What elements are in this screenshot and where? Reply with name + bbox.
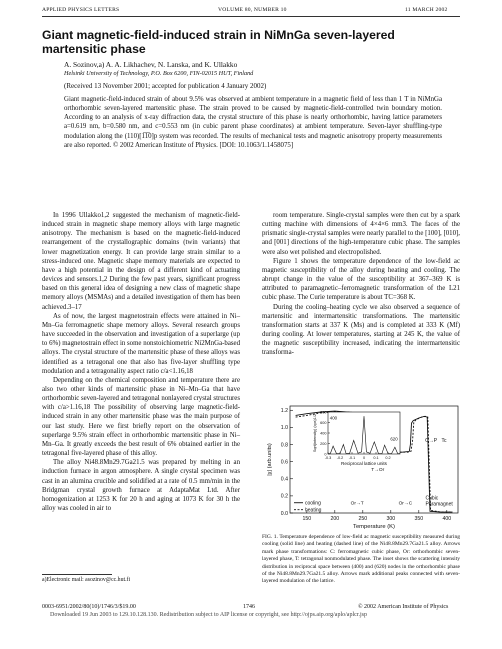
inset-x-axis-label: Reciprocal lattice units (341, 461, 387, 466)
y-tick-label: 0.8 (280, 442, 288, 449)
figure-caption: FIG. 1. Temperature dependence of low-field ac magnetic susceptibility measured during cooling (solid line) and heating (dashed line) of the Ni48.8Mn29.7Ga21.5 alloy. Arrows mark phase transformations: C: ferromagnetic cubic phase, Or: orthorhombic seven-layered phase, T: tetragonal nonmodulated phase. The inset shows the scattering intensity distribution in reciprocal space between (400) and (620) nodes in the orthorhombic phase of the Ni48.8Mn29.7Ga21.5 alloy. Arrows mark additional peaks connected with seven-layered modulation of the lattice. (262, 534, 460, 585)
paragraph: The alloy Ni48.8Mn29.7Ga21.5 was prepared by melting in an induction furnace in argon atmosphere. A single crystal specimen was cast in an alumina crucible and solidified at a rate of 0.5 mm/min in the Bridgman crystal growth furnace at AdaptaMat Ltd. After homogenization at 1253 K for 20 h and aging at 1073 K for 30 h the alloy was cooled in air to (42, 459, 240, 512)
y-tick-label: 0.0 (280, 510, 288, 517)
paragraph: In 1996 Ullakko1,2 suggested the mechanism of magnetic-field-induced strain in magnetic shape memory alloys with large magnetic anisotropy. The mechanism is based on the magnetic-field-induced rearrangement of the crystallographic domains (twin variants) that lower magnetization energy. It can provide large strain similar to a stress-induced one. Magnetic shape memory materials are expected to have a high potential in the design of a different kind of actuating devices and sensors.1,2 During the few past years, significant progress based on this general idea of designing a new class of magnetic shape memory alloys (MSMAs) and a detailed investigation of them has been achieved.3–17 (42, 212, 240, 311)
x-tick-label: 200 (330, 516, 340, 522)
footnote-rule (42, 574, 112, 575)
left-column (42, 211, 240, 513)
y-tick-label: 0.6 (280, 459, 288, 466)
x-axis-label: Temperature (K) (353, 524, 395, 530)
inset-x-tick-label: 0.2 (385, 456, 391, 460)
footnote: a)Electronic mail: asozinov@cc.hut.fi (42, 577, 131, 583)
download-notice[interactable]: Downloaded 19 Jun 2003 to 129.10.128.130. Redistribution subject to AIP license or copyright, see http://ojps.aip.org/aplo/aplcr.jsp (50, 612, 367, 618)
paragraph: Figure 1 shows the temperature dependence of the low-field ac magnetic susceptibility of the alloy during heating and cooling. The abrupt change in the value of the susceptibility at 367–369 K is attributed to paramagnetic–ferromagnetic transformation of the L21 cubic phase. The Curie temperature is about TC=368 K. (262, 257, 460, 302)
inset-y-tick-label: 800 (320, 410, 327, 415)
annotation-cubic: Cubic (425, 495, 439, 502)
paragraph: During the cooling–heating cycle we also observed a sequence of martensitic and intermartensitic transformations. The martensitic transformation starts at 337 K (Ms) and is completed at 333 K (Mf) during cooling. At lower temperatures, starting at 245 K, the value of the magnetic susceptibility increased, indicating the intermartensitic transforma- (262, 303, 460, 357)
footer-issn: 0003-6951/2002/80(10)/1746/3/$19.00 (42, 604, 136, 610)
y-tick-label: 1.2 (280, 408, 288, 415)
received-dates: (Received 13 November 2001; accepted for publication 4 January 2002) (64, 82, 267, 90)
inset-annotation-400: 400 (329, 415, 338, 421)
annotation-c-to-p: C→P (425, 437, 438, 444)
y-tick-label: 1.0 (280, 425, 288, 432)
journal-volume: VOLUME 80, NUMBER 10 (218, 7, 287, 13)
journal-date: 11 MARCH 2002 (405, 7, 448, 13)
inset-x-tick-label: 0.1 (373, 456, 379, 460)
y-tick-label: 0.2 (280, 493, 288, 500)
y-tick-label: 0.4 (280, 476, 288, 483)
x-tick-label: 250 (358, 516, 368, 522)
annotation-paramagnet: Paramagnet (425, 501, 453, 508)
inset-y-axis-label: Sqrt(intensity) (cps)1/2 (313, 413, 317, 453)
footer-copyright: © 2002 American Institute of Physics (358, 604, 449, 610)
paragraph: As of now, the largest magnetostrain effects were attained in Ni–Mn–Ga ferromagnetic shape memory alloys. Several research groups have succeeded in the observation and investigation of a superlarge (up to 6%) magnetostrain effect in some nonstoichiometric Ni2MnGa-based alloys. The crystal structure of the martensitic phase of these alloys was identified as a tetragonal one that also has five-layer shuffling type modulation and a tetragonality aspect ratio c/a<1.16,18 (42, 312, 240, 375)
figure-1-chart (262, 400, 462, 530)
x-tick-label: 150 (302, 516, 312, 522)
affiliation: Helsinki University of Technology, P.O. Box 6200, FIN-02015 HUT, Finland (64, 70, 254, 77)
inset-annotation-620: 620 (390, 436, 398, 442)
inset-y-tick-label: 200 (320, 441, 327, 446)
abstract: Giant magnetic-field-induced strain of about 9.5% was observed at ambient temperature in a magnetic field of less than 1 T in NiMnGa orthorhombic seven-layered martensitic phase. The strain proved to be caused by magnetic-field-controlled twin boundary motion. According to an analysis of x-ray diffraction data, the crystal structure of this phase is nearly orthorhombic, having lattice parameters a=0.619 nm, b=0.580 nm, and c=0.553 nm (in cubic parent phase coordinates) at ambient temperature. Seven-layer shuffling-type modulation along the (110)[1̅1̅0]p system was recorded. The results of mechanical tests and magnetic anisotropy property measurements are also reported. © 2002 American Institute of Physics. [DOI: 10.1063/1.1458075] (64, 96, 442, 149)
inset-y-tick-label: 600 (320, 420, 327, 425)
journal-name: APPLIED PHYSICS LETTERS (42, 7, 120, 13)
author-list: A. Sozinov,a) A. A. Likhachev, N. Lanska, and K. Ullakko (64, 60, 238, 69)
annotation-tc: Tc (441, 437, 447, 444)
inset-x-tick-label: 0 (362, 456, 366, 460)
paragraph: room temperature. Single-crystal samples were then cut by a spark cutting machine with dimensions of 4×4×6 mm3. The faces of the prismatic single-crystal samples were nearly parallel to the [100], [010], and [001] directions of the high-temperature cubic phase. The samples were also wet polished and electropolished. (262, 212, 460, 256)
inset-y-tick-label: 0 (324, 452, 327, 457)
inset-x-tick-label: -0.2 (336, 456, 344, 460)
x-tick-label: 350 (414, 516, 424, 522)
x-tick-label: 400 (442, 516, 452, 522)
legend-label-cooling: cooling (305, 500, 321, 507)
footer-page-number: 1746 (243, 604, 255, 610)
inset-y-tick-label: 400 (320, 431, 327, 436)
annotation-or-to-t: Or→T (350, 501, 364, 507)
paper-title: Giant magnetic-field-induced strain in NiMnGa seven-layered martensitic phase (42, 28, 395, 56)
inset-x-tick-label: -0.1 (348, 456, 356, 460)
annotation-t-to-or: T→Or (371, 468, 385, 474)
paragraph: Depending on the chemical composition and temperature there are also two other kinds of martensitic phase in Ni–Mn–Ga that have orthorhombic seven-layered and tetragonal nonlayered crystal structures with c/a>1.16,18 The possibility of observing large magnetic-field-induced strain in any other martensitic phase was the main purpose of our last study. Here we first briefly report on the observation of superlarge 9.5% strain effect in orthorhombic martensitic phase in Ni–Mn–Ga. It greatly exceeds the best result of 6% obtained earlier in the tetragonal five-layered phase of this alloy. (42, 376, 241, 458)
legend-label-heating: heating (305, 507, 322, 514)
y-axis-label: |χ| (arb.units) (267, 443, 273, 476)
annotation-or-to-c: Or→C (398, 501, 413, 507)
inset-x-tick-label: -0.3 (324, 456, 332, 460)
header-rule (42, 16, 460, 17)
x-tick-label: 300 (386, 516, 396, 522)
right-column (262, 211, 460, 358)
